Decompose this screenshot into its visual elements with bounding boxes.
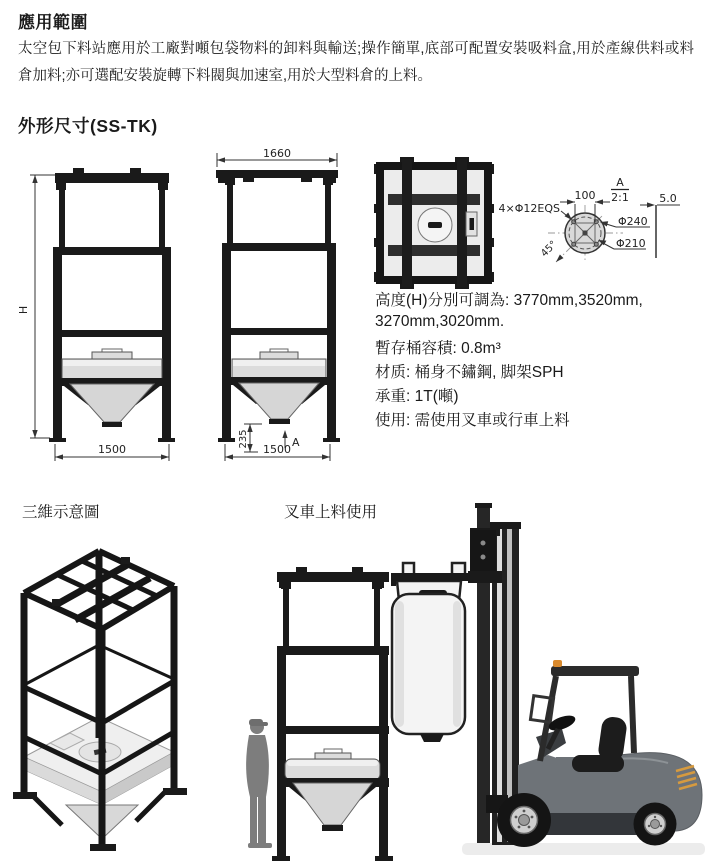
spec-block — [375, 292, 695, 436]
detail-100-label: 100 — [574, 189, 596, 202]
illustrations-art — [0, 495, 705, 863]
forklift-wheel-rear — [634, 803, 677, 846]
spec-line: 使用: 需使用叉車或行車上料 — [375, 412, 570, 429]
spec-line: 高度(H)分別可調為: 3770mm,3520mm, — [375, 292, 643, 309]
application-body: 太空包下料站應用於工廠對噸包袋物料的卸料與輸送;操作簡單,底部可配置安裝吸料盒,用於產線供料或料倉加料;亦可選配安裝旋轉下料閥與加速室,用於大型料倉的上料。 — [18, 41, 694, 84]
dimensions-heading: 外形尺寸(SS-TK) — [18, 116, 158, 136]
detail-d240-label: Φ240 — [618, 215, 648, 228]
detail-scale-label: 2:1 — [611, 191, 629, 204]
outlet-a-label: A — [292, 436, 300, 449]
front-view-left — [17, 168, 175, 461]
beacon-light — [553, 660, 562, 667]
iso-frame-drawing — [13, 551, 187, 851]
dim-1660-label: 1660 — [263, 148, 291, 160]
dim-1500-left-label: 1500 — [98, 443, 126, 456]
front-view-right — [216, 148, 340, 461]
spec-line: 3270mm,3020mm. — [375, 313, 505, 330]
forklift-wheel-front — [497, 793, 551, 847]
detail-d210-label: Φ210 — [616, 237, 646, 250]
seat-cushion — [572, 755, 624, 772]
detail-bolt-note: 4×Φ12EQS — [498, 202, 560, 215]
frame-side-drawing — [272, 567, 393, 861]
spec-line: 材质: 桶身不鏽鋼, 脚架SPH — [375, 364, 564, 381]
detail-view-a — [499, 176, 680, 262]
forklift-view-label: 叉車上料使用 — [284, 504, 378, 521]
fork-beam — [391, 573, 501, 581]
top-view — [374, 157, 494, 289]
guard-roof — [551, 666, 639, 676]
guard-rear-pillar — [631, 676, 634, 753]
dim-1500-right-label: 1500 — [263, 443, 291, 456]
person-silhouette — [246, 719, 272, 848]
spec-line: 承重: 1T(噸) — [375, 388, 459, 405]
detail-45deg-label: 45° — [539, 239, 560, 260]
application-heading: 應用範圍 — [18, 13, 88, 32]
dim-h-label: H — [17, 305, 30, 315]
dim-235-label: 235 — [238, 429, 249, 449]
detail-a-label: A — [616, 176, 624, 189]
detail-5-label: 5.0 — [659, 192, 677, 205]
fibc-bag — [392, 563, 465, 742]
iso-view-label: 三維示意圖 — [22, 504, 100, 521]
spec-line: 暫存桶容積: 0.8m³ — [375, 340, 501, 357]
